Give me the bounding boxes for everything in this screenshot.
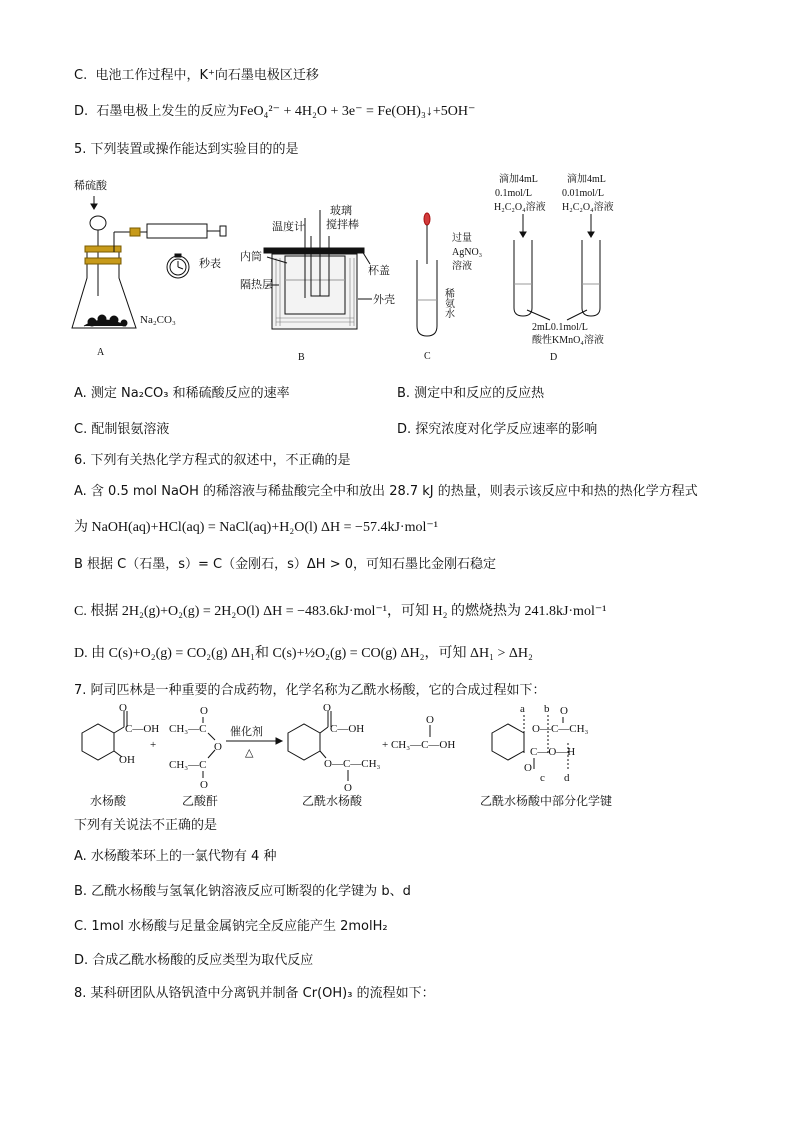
svg-text:a: a [520, 703, 525, 715]
label-a-acid: 稀硫酸 [74, 180, 107, 192]
name-salicylic-acid: 水杨酸 [90, 794, 127, 808]
svg-text:O: O [524, 762, 532, 774]
label-b-insul: 隔热层 [240, 279, 273, 291]
label-c-excess: 过量 [452, 233, 472, 244]
option-d-text: D. 石墨电极上发生的反应为FeO₄²⁻ + 4H₂O + 3e⁻ = Fe(OH)₃↓+5OH⁻ [74, 104, 476, 119]
svg-text:C—OH: C—OH [330, 723, 365, 735]
label-b: B [298, 352, 305, 363]
q5-option-c: C. 配制银氨溶液 [74, 422, 170, 437]
label-d-h2c2o4-1: H₂C₂O₄溶液 [494, 202, 546, 213]
q5-option-a: A. 测定 Na₂CO₃ 和稀硫酸反应的速率 [74, 386, 290, 401]
name-acetic-anhydride: 乙酸酐 [182, 794, 219, 808]
apparatus-d [494, 172, 614, 363]
q5-option-b: B. 测定中和反应的反应热 [397, 386, 545, 401]
svg-text:O: O [119, 703, 127, 714]
salicylic-acid-structure [82, 703, 159, 766]
apparatus-b [240, 203, 395, 363]
svg-text:OH: OH [119, 754, 135, 766]
svg-text:C—OH: C—OH [125, 723, 160, 735]
q7-option-c: C. 1mol 水杨酸与足量金属钠完全反应能产生 2molH₂ [74, 919, 388, 934]
label-d-kmno4-2: 酸性KMnO₄溶液 [532, 335, 604, 346]
svg-text:O: O [200, 705, 208, 717]
svg-text:O: O [214, 741, 222, 753]
svg-text:CH₃—C: CH₃—C [169, 759, 207, 771]
aspirin-bonds-structure [492, 703, 589, 784]
label-d-add1: 滴加4mL [499, 174, 538, 185]
label-c-sol: 溶液 [452, 261, 472, 272]
svg-text:d: d [564, 772, 570, 784]
q7-reaction-figure [62, 703, 682, 813]
apparatus-c [417, 213, 482, 362]
q6-option-c: C. 根据 2H₂(g)+O₂(g) = 2H₂O(l) ΔH = −483.6kJ·mol⁻¹，可知 H₂ 的燃烧热为 241.8kJ·mol⁻¹ [74, 604, 607, 619]
label-a-salt: Na₂CO₃ [140, 314, 176, 326]
label-d-add2: 滴加4mL [567, 174, 606, 185]
svg-text:c: c [540, 772, 545, 784]
question-6-stem: 6. 下列有关热化学方程式的叙述中，不正确的是 [74, 453, 351, 468]
label-b-glass1: 玻璃 [330, 205, 352, 217]
svg-text:O—C—CH₃: O—C—CH₃ [324, 758, 381, 770]
label-c-agno3: AgNO₃ [452, 247, 483, 258]
label-d-h2c2o4-2: H₂C₂O₄溶液 [562, 202, 614, 213]
q5-option-d: D. 探究浓度对化学反应速率的影响 [397, 422, 598, 437]
q6-option-b: B 根据 C（石墨，s）= C（金刚石，s）ΔH > 0，可知石墨比金刚石稳定 [74, 557, 497, 572]
q6-option-a-line1: A. 含 0.5 mol NaOH 的稀溶液与稀盐酸完全中和放出 28.7 kJ 的热量，则表示该反应中和热的热化学方程式 [74, 484, 698, 499]
label-c-ammonia: 稀氨水 [442, 288, 454, 318]
q6-option-d: D. 由 C(s)+O₂(g) = CO₂(g) ΔH₁和 C(s)+½O₂(g) = CO(g) ΔH₂，可知 ΔH₁ > ΔH₂ [74, 646, 533, 661]
svg-text:O: O [323, 703, 331, 714]
question-8-stem: 8. 某科研团队从铬钒渣中分离钒并制备 Cr(OH)₃ 的流程如下： [74, 986, 435, 1001]
svg-text:+ CH₃—C—OH: + CH₃—C—OH [382, 739, 456, 751]
question-5-stem: 5. 下列装置或操作能达到实验目的的是 [74, 142, 299, 157]
label-a-watch: 秒表 [199, 258, 221, 270]
aspirin-structure [288, 703, 381, 794]
label-a: A [97, 347, 105, 358]
label-d-conc2: 0.01mol/L [562, 188, 604, 199]
q7-option-d: D. 合成乙酰水杨酸的反应类型为取代反应 [74, 953, 314, 968]
name-aspirin: 乙酰水杨酸 [302, 794, 363, 808]
heat-label: △ [245, 747, 254, 759]
question-7-stem: 7. 阿司匹林是一种重要的合成药物，化学名称为乙酰水杨酸，它的合成过程如下： [74, 683, 546, 698]
acetic-anhydride-structure [169, 705, 222, 791]
svg-text:O: O [344, 782, 352, 794]
q7-option-b: B. 乙酰水杨酸与氢氧化钠溶液反应可断裂的化学键为 b、d [74, 884, 411, 899]
label-d-conc1: 0.1mol/L [495, 188, 532, 199]
svg-text:O: O [426, 714, 434, 726]
svg-text:O: O [200, 779, 208, 791]
catalyst-label: 催化剂 [230, 726, 263, 738]
svg-text:CH₃—C: CH₃—C [169, 723, 207, 735]
apparatus-a [72, 178, 226, 358]
svg-text:C—O—H: C—O—H [530, 746, 576, 758]
label-b-glass2: 搅拌棒 [326, 219, 359, 231]
option-c-text: C. 电池工作过程中，K⁺向石墨电极区迁移 [74, 68, 319, 83]
label-b-thermo: 温度计 [272, 221, 305, 233]
name-aspirin-bonds: 乙酰水杨酸中部分化学键 [480, 794, 613, 808]
label-b-lid: 杯盖 [368, 265, 390, 277]
label-b-shell: 外壳 [373, 294, 395, 306]
label-d: D [550, 352, 558, 363]
svg-text:+: + [150, 739, 157, 751]
q7-ask: 下列有关说法不正确的是 [74, 818, 218, 833]
q6-option-a-line2: 为 NaOH(aq)+HCl(aq) = NaCl(aq)+H₂O(l) ΔH = −57.4kJ·mol⁻¹ [74, 520, 438, 535]
svg-text:O: O [560, 705, 568, 717]
q7-option-a: A. 水杨酸苯环上的一氯代物有 4 种 [74, 849, 277, 864]
label-c: C [424, 351, 431, 362]
q5-apparatus-figure [62, 168, 642, 368]
label-d-kmno4-1: 2mL0.1mol/L [532, 322, 588, 333]
svg-text:b: b [544, 703, 550, 715]
label-b-inner: 内筒 [240, 251, 262, 263]
svg-text:O—C—CH₃: O—C—CH₃ [532, 723, 589, 735]
